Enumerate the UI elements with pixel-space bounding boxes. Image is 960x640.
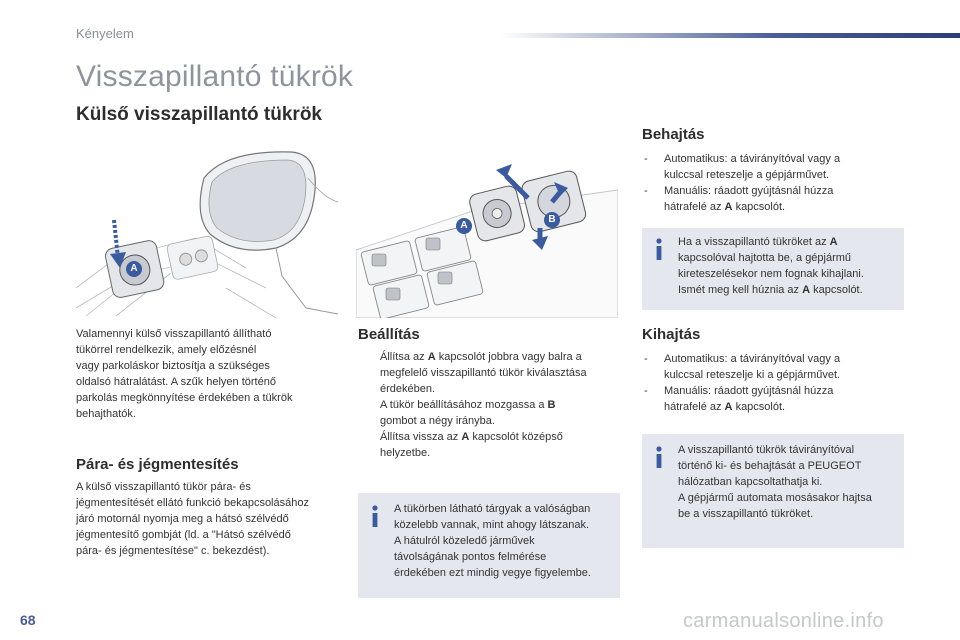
info-line: be a visszapillantó tükröket.: [678, 508, 814, 520]
label-a: A: [130, 263, 138, 274]
defrost-line: járó motornál nyomja meg a hátsó szélvédő: [76, 513, 289, 525]
info-box-fold: [642, 228, 904, 310]
unfold-item: [642, 351, 904, 383]
info-mirror-text: [394, 501, 614, 581]
info-label: A: [802, 284, 811, 296]
info-line: A gépjármű automata mosásakor hajtsa: [678, 492, 872, 504]
adjust-list: [358, 349, 620, 461]
info-line: hálózatban kapcsoltathatja ki.: [678, 476, 823, 488]
info-line: érdekében ezt mindig vegye figyelembe.: [394, 567, 591, 579]
info-line: Ha a visszapillantó tükröket az: [678, 236, 827, 248]
adjust-text: Állítsa vissza az: [380, 431, 459, 443]
info-line: kireteszelésekor nem fognak kihajlani.: [678, 268, 864, 280]
header-section-label: Kényelem: [76, 26, 134, 41]
dash-marker: -: [644, 153, 648, 165]
info-line: közelebb vannak, mint ahogy látszanak.: [394, 519, 590, 531]
label-a-circle-2: [456, 218, 472, 234]
label-a-2: A: [460, 220, 468, 231]
fold-text: kapcsolót.: [735, 201, 786, 213]
intro-line: tükörrel rendelkezik, amely előzésnél: [76, 344, 257, 356]
unfold-text: hátrafelé az: [664, 401, 722, 413]
fold-title: Behajtás: [642, 126, 705, 143]
unfold-text: kapcsolót.: [735, 401, 786, 413]
info-fold-text: [678, 234, 900, 298]
info-line: Ismét meg kell húznia az: [678, 284, 800, 296]
fold-label: A: [724, 201, 733, 213]
fold-section: [642, 126, 904, 215]
illustration-mirror-switch: [76, 138, 338, 318]
info-line: A hátulról közeledő járművek: [394, 535, 535, 547]
info-line: kapcsolót.: [813, 284, 863, 296]
label-b: B: [548, 214, 556, 225]
intro-line: Valamennyi külső visszapillantó állítható: [76, 328, 272, 340]
illustration-switch-panel: [356, 150, 618, 318]
adjust-label: B: [547, 399, 556, 411]
defrost-section: [76, 456, 346, 559]
label-b-circle: [544, 212, 560, 228]
header-bar: [500, 33, 960, 38]
info-box-mirror: [358, 493, 620, 598]
unfold-title: Kihajtás: [642, 326, 701, 343]
adjust-item: [358, 397, 620, 429]
defrost-line: A külső visszapillantó tükör pára- és: [76, 481, 251, 493]
info-icon: [654, 238, 664, 260]
adjust-text: kapcsolót jobbra vagy balra a: [438, 351, 582, 363]
adjust-text: A tükör beállításához mozgassa a: [380, 399, 545, 411]
unfold-text: Manuális: ráadott gyújtásnál húzza: [664, 385, 834, 397]
info-remote-text: [678, 442, 900, 522]
defrost-line: jégmentesítő gombját (ld. a "Hátsó szélvédő: [76, 529, 291, 541]
adjust-text: megfelelő visszapillantó tükör kiválasztása: [380, 367, 587, 379]
adjust-text: Állítsa az: [380, 351, 425, 363]
page-number: 68: [20, 612, 36, 628]
intro-text: [76, 326, 340, 422]
info-line: távolságának pontos felmérése: [394, 551, 547, 563]
adjust-item: [358, 429, 620, 461]
adjust-text: érdekében.: [380, 383, 436, 395]
page-title: Visszapillantó tükrök: [76, 60, 354, 93]
unfold-list: [642, 351, 904, 415]
adjust-item: [358, 349, 620, 397]
info-line: kapcsolóval hajtotta be, a gépjármű: [678, 252, 852, 264]
defrost-line: pára- és jégmentesítése" c. bekezdést).: [76, 545, 270, 557]
info-box-remote: [642, 434, 904, 548]
section-title: Külső visszapillantó tükrök: [76, 104, 322, 125]
label-a-circle: [126, 261, 142, 277]
adjust-text: gombot a négy irányba.: [380, 415, 495, 427]
adjust-label: A: [461, 431, 470, 443]
unfold-item: [642, 383, 904, 415]
info-icon: [370, 505, 380, 527]
dash-marker: -: [644, 185, 648, 197]
adjust-label: A: [427, 351, 436, 363]
defrost-line: jégmentesítését ellátó funkció bekapcsolásához: [76, 497, 309, 509]
intro-line: behajthatók.: [76, 408, 136, 420]
switch-panel-drawing: [356, 150, 618, 318]
fold-text: hátrafelé az: [664, 201, 722, 213]
intro-line: vagy parkoláskor biztosítja a szükséges: [76, 360, 270, 372]
info-line: A tükörben látható tárgyak a valóságban: [394, 503, 591, 515]
fold-text: kulccsal reteszelje a gépjárművet.: [664, 169, 830, 181]
fold-text: Automatikus: a távirányítóval vagy a: [664, 153, 841, 165]
unfold-text: kulccsal reteszelje ki a gépjárművet.: [664, 369, 841, 381]
defrost-title: Pára- és jégmentesítés: [76, 456, 239, 473]
unfold-section: [642, 326, 904, 415]
intro-line: oldalsó hátralátást. A szűk helyen történő: [76, 376, 276, 388]
info-icon: [654, 446, 664, 468]
unfold-text: Automatikus: a távirányítóval vagy a: [664, 353, 841, 365]
adjust-text: kapcsolót középső: [472, 431, 563, 443]
adjust-section: [358, 326, 620, 461]
mirror-switch-drawing: [76, 138, 338, 318]
dash-marker: -: [644, 353, 648, 365]
watermark: carmanualsonline.info: [683, 610, 884, 632]
fold-item: [642, 183, 904, 215]
fold-list: [642, 151, 904, 215]
dash-marker: -: [644, 385, 648, 397]
adjust-title: Beállítás: [358, 326, 420, 343]
adjust-text: helyzetbe.: [380, 447, 431, 459]
info-line: történő ki- és behajtását a PEUGEOT: [678, 460, 862, 472]
info-label: A: [829, 236, 838, 248]
intro-line: parkolás megkönnyítése érdekében a tükrök: [76, 392, 293, 404]
unfold-label: A: [724, 401, 733, 413]
info-line: A visszapillantó tükrök távirányítóval: [678, 444, 855, 456]
fold-text: Manuális: ráadott gyújtásnál húzza: [664, 185, 834, 197]
fold-item: [642, 151, 904, 183]
